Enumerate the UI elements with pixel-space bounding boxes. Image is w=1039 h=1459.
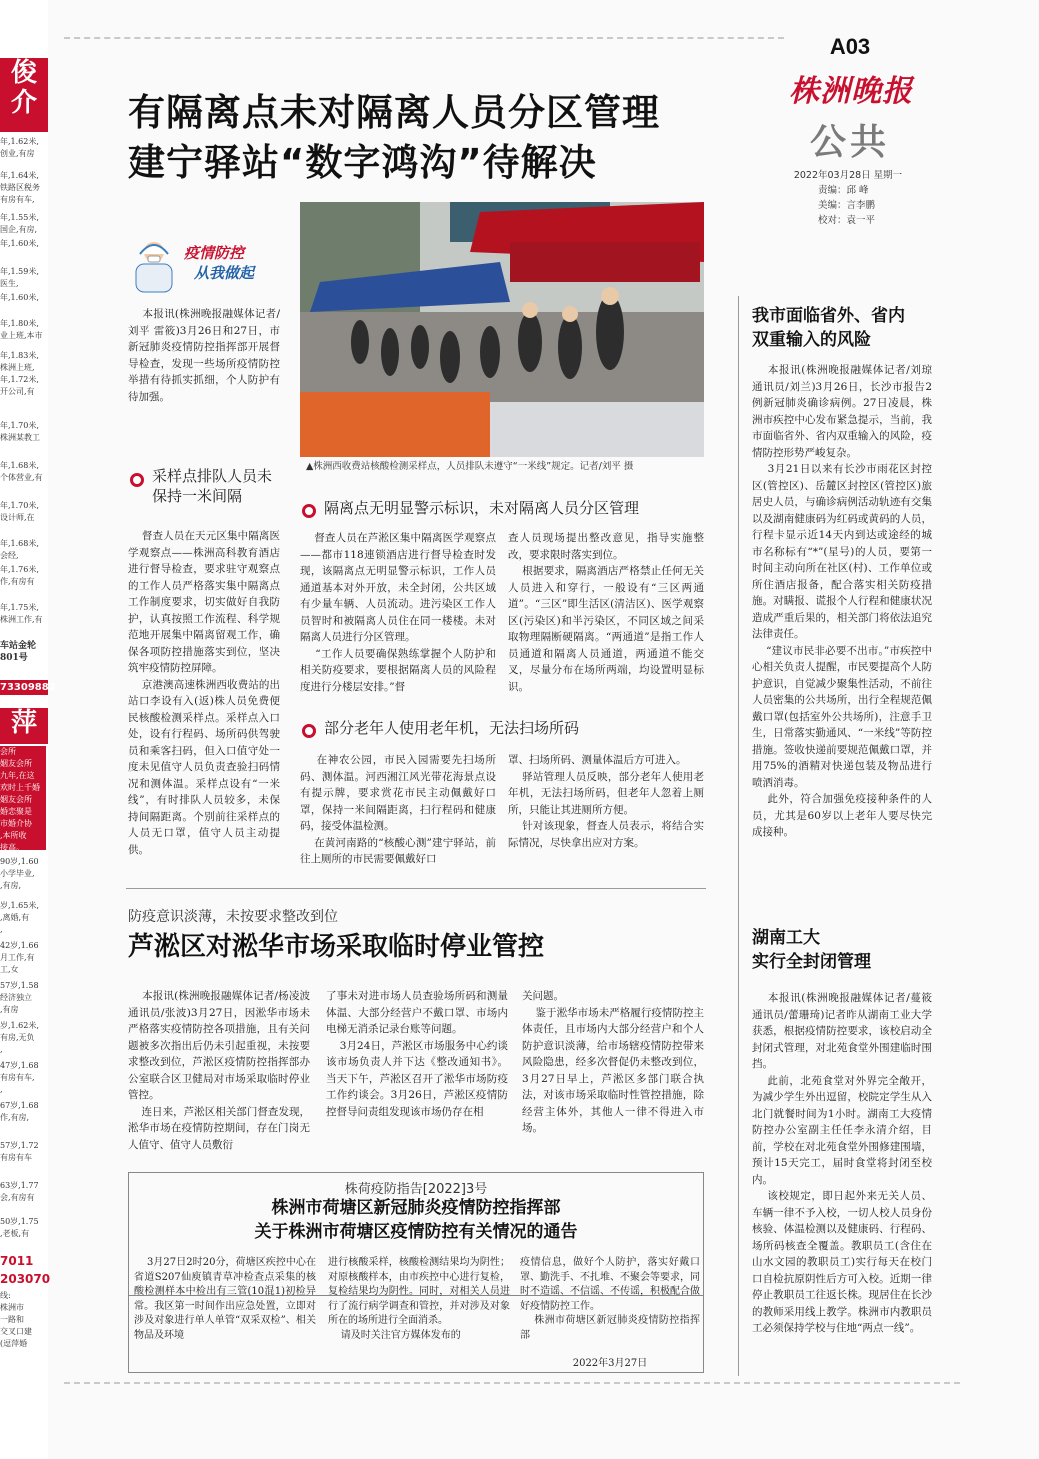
sidebar-rule bbox=[738, 296, 739, 1376]
strip-fragment: 年,1.68米, 会经, bbox=[0, 539, 39, 560]
campaign-badge bbox=[130, 236, 280, 292]
notice-title-2: 关于株洲市荷塘区疫情防控有关情况的通告 bbox=[254, 1222, 578, 1242]
strip-fragment: 67岁,1.68 作,有房, bbox=[0, 1101, 39, 1122]
article1-sec3-body-a: 在神农公园，市民入园需要先扫场所码、测体温。河西湘江风光带花海景点设有提示牌，要求赏花市民主动佩戴好口罩，保持一米间隔距离，扫行程码和健康码，接受体温检测。 在黄河南路的“核酸心测”建宁驿站，前往上厕所的市民需要佩戴好口 bbox=[300, 754, 496, 865]
testing-site-photo bbox=[300, 202, 704, 457]
strip-fragment: 线: 株洲市 一路和 交叉口建 (逗萍婚 bbox=[0, 1291, 32, 1348]
date-line: 2022年03月28日 星期一 bbox=[793, 170, 903, 181]
article1-sec2-title: 隔离点无明显警示标识，未对隔离人员分区管理 bbox=[324, 499, 640, 517]
article1-sec1-body: 督查人员在天元区集中隔离医学观察点——株洲高科教育酒店进行督导检查，要求驻守观察点的工作人员严格落实集中隔离点工作制度要求，切实做好自我防护，认真按照工作流程、科学规范地开展集中隔离留观工作，确保各项防控措施落实到位，坚决筑牢疫情防控屏障。 京港澳高速株洲西收费站的出站口李设有入(返)株人员免费便民核酸检测采样点。采样点入口处，设有行程码、场所码供驾驶员和乘客扫码，但入口值守处一度未见值守人员负责查验扫码情况和测体温。采样点设有“一米线”，有时排队人员较多，未保持间隔距离。个别前往采样点的人员无口罩，值守人员主动提供。 bbox=[128, 530, 280, 856]
top-rule bbox=[64, 37, 784, 39]
section-bullet-icon bbox=[302, 724, 316, 738]
strip-fragment: 年,1.59米, 医生, bbox=[0, 267, 39, 288]
medical-staff-icon bbox=[130, 236, 180, 292]
bottom-rule bbox=[64, 1382, 960, 1384]
strip-banner-mid: 萍 bbox=[0, 708, 48, 744]
masthead-logo bbox=[777, 68, 925, 108]
article1-sec3-body-b: 罩、扫场所码、测量体温后方可进入。 驿站管理人员反映，部分老年人使用老年机，无法扫场所码，但老年人忽着上厕所，只能让其进厕所方便。 针对该现象，督查人员表示，将结合实际情况，尽快拿出应对方案。 bbox=[508, 754, 704, 849]
headline-line-1: 有隔离点未对隔离人员分区管理 bbox=[128, 91, 660, 134]
strip-fragment: 63岁,1.77 会,有房有 bbox=[0, 1181, 39, 1202]
proofreader-line: 校对：袁一平 bbox=[818, 215, 876, 226]
strip-fragment: 年,1.83米, 株洲上班, 年,1.72米, 开公司,有 bbox=[0, 351, 39, 396]
notice-title-1: 株洲市荷塘区新冠肺炎疫情防控指挥部 bbox=[271, 1198, 561, 1218]
badge-line-1: 疫情防控 bbox=[184, 244, 245, 262]
notice-col1: 3月27日2时20分，荷塘区疾控中心在省道S207仙庾镇青草冲检查点采集的核酸检测样本中检出有三管(10混1)初检异常。我区第一时间作出应急处置，立即对涉及对象进行单人单管“双采双检”、相关物品及环境 bbox=[134, 1257, 316, 1341]
strip-phone: 73309882 bbox=[0, 682, 56, 693]
strip-ad-block: 会所 姻友会所 九年,在这 欢时上千婚 姻友会所 婚恋聚是 市婚介协 ,本所收 接高。 bbox=[0, 746, 46, 850]
page-number: A03 bbox=[829, 34, 871, 59]
main-headline bbox=[128, 88, 748, 188]
section-bullet-icon bbox=[130, 473, 144, 487]
sidebar2-body: 本报讯(株洲晚报融媒体记者/蔓筱 通讯员/蕾珊琦)记者昨从湖南工业大学获悉，根据疫情防控要求，该校启动全封闭式管理，对北苑食堂外围建临时围挡。 此前，北苑食堂对外界完全敞开，为减少学生外出逗留，校院定学生从入北门就餐时间为1小时。湖南工大疫情防控办公室副主任任李永清介绍，目前，学校在对北苑食堂外围修建围墙，预计15天完工，届时食堂将封闭至校内。 该校规定，即日起外来无关人员、车辆一律不予入校，一切人校人员身份核验、体温检测以及健康码、行程码、场所码核查全覆盖。教职员工(含住在山水文园的教职员工)实行每天在校门口自检抗原阴性后方可入校。近期一律停止教职员工往返长株。现居住在长沙的教师采用线上教学。株洲市内教职员工必须保持学校与住地“两点一线”。 bbox=[752, 992, 932, 1334]
strip-fragment: 年,1.55米, 国企,有房, bbox=[0, 213, 39, 234]
section-name: 公共 bbox=[809, 122, 890, 163]
strip-fragment: 年,1.75米, 株洲工作,有 bbox=[0, 603, 43, 624]
article2-kicker: 防疫意识淡薄，未按要求整改到位 bbox=[128, 909, 338, 925]
strip-fragment: 年,1.62米, 创业,有房 bbox=[0, 137, 39, 158]
article2-col2: 了事未对进市场人员查验场所码和测量体温、大部分经营户不戴口罩、市场内电梯无消杀记录台账等问题。 3月24日，芦淞区市场服务中心约谈该市场负责人并下达《整改通知书》。当天下午，芦淞区召开了淞华市场防疫工作约谈会。3月26日，芦淞区疫情防控督导问责组发现该市场仍存在相 bbox=[326, 990, 508, 1118]
article2-col3: 关问题。 鉴于淞华市场未严格履行疫情防控主体责任，且市场内大部分经营户和个人防护意识淡薄，给市场辖疫情防控带来风险隐患，经多次督促仍未整改到位，3月27日早上，芦淞区多部门联合执法，对该市场采取临时性管控措施，除经营主体外，其他人一律不得进入市场。 bbox=[522, 990, 705, 1134]
strip-fragment: 42岁,1.66 月工作,有 工,女 bbox=[0, 941, 39, 974]
article2-col1: 本报讯(株洲晚报融媒体记者/杨凌波 通讯员/张波)3月27日，因淞华市场未严格落实疫情防控各项措施，且有关问题被多次指出后仍未引起重视，未按要求整改到位，芦淞区疫情防控指挥部办公室联合区卫健局对市场采取临时停业管控。 连日来，芦淞区相关部门督查发现，淞华市场在疫情防控期间，存在门岗无人值守、值守人员敷衍 bbox=[128, 990, 311, 1151]
strip-banner-top: 俊 介 bbox=[0, 58, 48, 132]
article1-sec2-body-b: 查人员现场提出整改意见，指导实施整改，要求限时落实到位。 根据要求，隔离酒店严格禁止任何无关人员进入和穿行，一般设有“三区两通道”。“三区”即生活区(清洁区)、医学观察区(污染区)和半污染区，不同区域之间采取物理隔断硬隔离。“两通道”是指工作人员通道和隔离人员通道，两通道不能交叉，尽量分布在场所两端，均设置明显标识。 bbox=[508, 532, 704, 693]
notice-date: 2022年3月27日 bbox=[572, 1358, 648, 1369]
notice-box-lower bbox=[128, 1293, 704, 1373]
notice-col3: 疫情信息，做好个人防护，落实好戴口罩、勤洗手、不扎堆、不聚会等要求，同时不造谣、不信谣、不传谣，积极配合做好疫情防控工作。 株洲市荷塘区新冠肺炎疫情防控指挥部 bbox=[520, 1257, 700, 1341]
strip-fragment: 岁,1.65米, ,离婚,有 , bbox=[0, 901, 39, 934]
masthead-logo-text: 株洲晚报 bbox=[789, 74, 913, 109]
article1-intro: 本报讯(株洲晚报融媒体记者/刘平 雷筱)3月26日和27日，市新冠肺炎疫情防控指挥部开展督导检查，发现一些场所疫情防控举措有待抓实抓细，个人防护有待加强。 bbox=[128, 308, 280, 403]
sidebar1-title: 我市面临省外、省内 双重输入的风险 bbox=[752, 306, 905, 350]
strip-fragment: 年,1.60米, bbox=[0, 239, 39, 248]
strip-fragment: 47岁,1.68 有房有车, , bbox=[0, 1061, 39, 1094]
sidebar1-body: 本报讯(株洲晚报融媒体记者/刘琼 通讯员/刘兰)3月26日，长沙市报告2例新冠肺炎确诊病例。27日凌晨，株洲市疾控中心发布紧急提示，当前，我市面临省外、省内双重输入的风险，疫情防控形势严峻复杂。 3月21日以来有长沙市雨花区封控区(管控区)、岳麓区封控区(管控区)旅居史人员，与确诊病例活动轨迹有交集以及湖南健康码为红码或黄码的人员，行程卡显示近14天内到达或途经的城市名称标有“*”(星号)的人员，要第一时间主动向所在社区(村)、工作单位或所住酒店报备，配合落实相关防疫措施。对瞒报、谎报个人行程和健康状况造成严重后果的，相关部门将依法追究法律责任。 “建议市民非必要不出市。”市疾控中心相关负责人提醒，市民要提高个人防护意识，自觉减少聚集性活动，不前往人员密集的公共场所，出行全程规范佩戴口罩(包括室外公共场所)，注意手卫生，日常落实勤通风、“一米线”等防控措施。签收快递前要规范佩戴口罩，并用75%的酒精对快递包装及物品进行喷洒消毒。 此外，符合加强免疫接种条件的人员，尤其是60岁以上老年人要尽快完成接种。 bbox=[752, 364, 932, 838]
strip-fragment: 50岁,1.75 ,老板,有 bbox=[0, 1217, 39, 1238]
headline-line-2: 建宁驿站“数字鸿沟”待解决 bbox=[128, 141, 597, 184]
strip-fragment: 年,1.68米, 个体营业,有 bbox=[0, 461, 43, 482]
strip-fragment: 年,1.76米, 作,有房有 bbox=[0, 565, 39, 586]
article1-sec2-body-a: 督查人员在芦淞区集中隔离医学观察点——都市118連锁酒店进行督导检查时发现，该隔离点无明显警示标识，工作人员通道基本对外开放，未全封闭，公共区域有少量车辆、人员流动。进污染区工作人员智时和被隔离人员住在同一楼楼。未对隔离人员进行分区管理。 “工作人员要确保熟练掌握个人防护和相关防疫要求，要根据隔离人员的风险程度进行分楼层安排。”督 bbox=[300, 532, 496, 693]
article1-sec1-title: 采样点排队人员未 保持一米间隔 bbox=[152, 467, 273, 505]
strip-fragment: 年,1.70米, 设计师,在 bbox=[0, 501, 39, 522]
strip-phone: 7011 bbox=[0, 1254, 34, 1268]
strip-fragment: 年,1.80米, 业上班,本市 bbox=[0, 319, 43, 340]
sidebar2-title: 湖南工大 实行全封闭管理 bbox=[752, 928, 871, 972]
strip-fragment: 年,1.70米, 株洲某教工 bbox=[0, 421, 40, 442]
strip-fragment: 年,1.64米, 铁路区税务 有房有车, bbox=[0, 171, 40, 204]
photo-caption: ▲株洲西收费站核酸检测采样点，人员排队未遵守“一米线”规定。记者/刘平 摄 bbox=[306, 461, 634, 472]
news-photo bbox=[300, 202, 704, 457]
notice-doc-number: 株荷疫防指告[2022]3号 bbox=[344, 1182, 488, 1197]
strip-phone: 203070 bbox=[0, 1272, 51, 1286]
divider bbox=[126, 888, 706, 889]
designer-line: 美编：言李鹏 bbox=[818, 200, 876, 211]
article2-title: 芦淞区对淞华市场采取临时停业管控 bbox=[128, 932, 545, 962]
adjacent-page-strip bbox=[0, 0, 56, 1459]
notice-col2: 进行核酸采样，核酸检测结果均为阴性；对原核酸样本，由市疾控中心进行复检，复检结果均为阴性。同时，对相关人员进行了流行病学调查和管控，并对涉及对象所在的场所进行全面消杀。 请及时关注官方媒体发布的 bbox=[328, 1257, 510, 1341]
strip-fragment: 年,1.60米, bbox=[0, 293, 39, 302]
strip-address: 车站金轮 801号 bbox=[0, 641, 37, 663]
badge-line-2: 从我做起 bbox=[194, 264, 255, 282]
article1-sec3-title: 部分老年人使用老年机，无法扫场所码 bbox=[324, 719, 580, 737]
section-bullet-icon bbox=[302, 504, 316, 518]
strip-fragment: 57岁,1.72 有房有车 bbox=[0, 1141, 39, 1162]
strip-fragment: 岁,1.62米, 有房,无负 , bbox=[0, 1021, 39, 1054]
editor-line: 责编：邱 峰 bbox=[818, 185, 869, 196]
strip-fragment: 90岁,1.60 小学毕业, ,有房, bbox=[0, 857, 39, 890]
strip-fragment: 57岁,1.58 经济独立 ,有房 bbox=[0, 981, 39, 1014]
